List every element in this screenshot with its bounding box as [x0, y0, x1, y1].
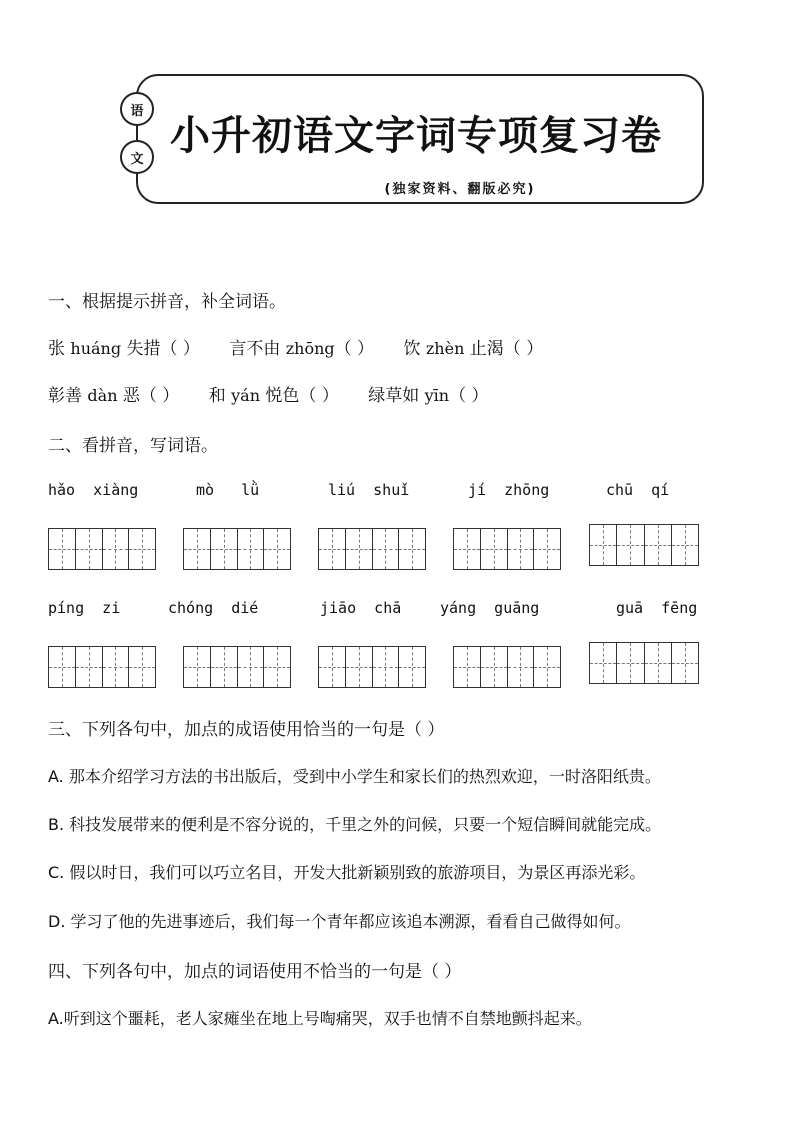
pinyin-prompt: píng zi [48, 599, 121, 617]
section4-heading: 四、下列各句中，加点的词语使用不恰当的一句是（ ） [48, 962, 462, 982]
pinyin-prompt: jiāo chā [320, 599, 402, 617]
section1-row1 [48, 334, 543, 359]
pinyin-prompt: chóng dié [168, 599, 259, 617]
s1-r2-item1: 彰善 dàn 恶（ ） [48, 386, 180, 406]
option-a: A. 那本介绍学习方法的书出版后，受到中小学生和家长们的热烈欢迎，一时洛阳纸贵。 [48, 767, 661, 786]
option-d: D. 学习了他的先进事迹后，我们每一个青年都应该追本溯源，看看自己做得如何。 [48, 912, 631, 931]
s1-r1-item2: 言不由 zhōng（ ） [229, 339, 375, 359]
subject-badge-top: 语 [120, 92, 154, 126]
writing-grid[interactable] [589, 642, 699, 684]
section1-row2 [48, 381, 489, 406]
writing-grid[interactable] [589, 524, 699, 566]
writing-grid[interactable] [48, 528, 156, 570]
pinyin-prompt: hǎo xiàng [48, 481, 139, 499]
pinyin-prompt: jí zhōng [468, 481, 550, 499]
s1-r1-item1: 张 huáng 失措（ ） [48, 339, 200, 359]
subject-badge-bottom: 文 [120, 140, 154, 174]
option-a: A.听到这个噩耗，老人家瘫坐在地上号啕痛哭，双手也情不自禁地颤抖起来。 [48, 1009, 592, 1028]
option-b: B. 科技发展带来的便利是不容分说的，千里之外的问候，只要一个短信瞬间就能完成。 [48, 815, 662, 834]
option-c: C. 假以时日，我们可以巧立名目，开发大批新颖别致的旅游项目，为景区再添光彩。 [48, 863, 646, 882]
pinyin-prompt: guā fēng [616, 599, 698, 617]
pinyin-prompt: chū qí [606, 481, 670, 499]
pinyin-prompt: mò lǜ [196, 481, 260, 499]
writing-grid[interactable] [453, 528, 561, 570]
page-title: 小升初语文字词专项复习卷 [170, 113, 662, 159]
writing-grid[interactable] [183, 528, 291, 570]
section2-heading: 二、看拼音，写词语。 [48, 436, 218, 456]
page-subtitle: (独家资料、翻版必究) [384, 182, 536, 197]
writing-grid[interactable] [453, 646, 561, 688]
pinyin-prompt: yáng guāng [440, 599, 540, 617]
s1-r2-item2: 和 yán 悦色（ ） [208, 386, 339, 406]
section1-heading: 一、根据提示拼音，补全词语。 [48, 292, 286, 312]
section3-heading: 三、下列各句中，加点的成语使用恰当的一句是（ ） [48, 720, 445, 740]
s1-r2-item3: 绿草如 yīn（ ） [368, 386, 489, 406]
writing-grid[interactable] [318, 646, 426, 688]
writing-grid[interactable] [48, 646, 156, 688]
writing-grid[interactable] [183, 646, 291, 688]
s1-r1-item3: 饮 zhèn 止渴（ ） [403, 339, 544, 359]
pinyin-prompt: liú shuǐ [328, 481, 410, 499]
writing-grid[interactable] [318, 528, 426, 570]
